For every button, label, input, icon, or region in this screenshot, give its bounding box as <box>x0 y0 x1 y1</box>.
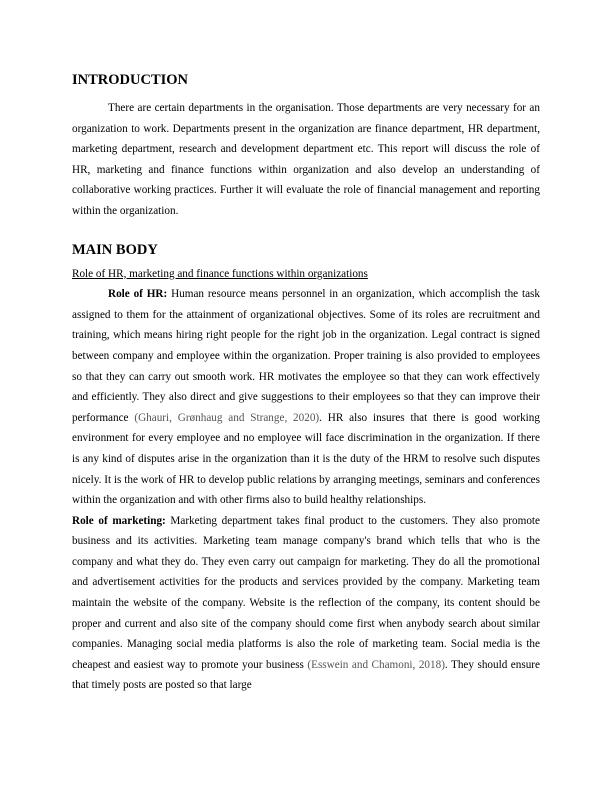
hr-citation: (Ghauri, Grønhaug and Strange, 2020) <box>134 411 320 424</box>
main-body-heading: MAIN BODY <box>72 241 158 258</box>
marketing-text-after: . They should ensure that timely posts are posted so that large <box>72 658 540 692</box>
hr-paragraph <box>72 284 540 511</box>
hr-label: Role of HR: <box>108 288 168 301</box>
hr-text-after: . HR also insures that there is good working environment for every employee and no employee will face discrimination in the organization. If there is any kind of disputes arise in the organization than it is the duty of the HRM to resolve such disputes nicely. It is the work of HR to develop public relations by arranging meetings, seminars and conferences within the organization and with other firms also to build healthy relationships. <box>72 411 540 507</box>
marketing-paragraph <box>72 511 540 696</box>
section-subheading: Role of HR, marketing and finance functions within organizations <box>72 267 368 280</box>
hr-text-before: Human resource means personnel in an organization, which accomplish the task assigned to them for the attainment of organizational objectives. Some of its roles are recruitment and training, which means hiring right people for the right job in the organization. Legal contract is signed between company and employee within the organization. Proper training is also provided to employees so that they can carry out smooth work. HR motivates the employee so that they can work effectively and efficiently. They also direct and give suggestions to their employees so that they can improve their performance <box>72 288 540 424</box>
marketing-text-before: Marketing department takes final product to the customers. They also promote business and its activities. Marketing team manage company's brand which tells that who is the company and what they do. They even carry out campaign for marketing. They do all the promotional and advertisement activities for the products and services provided by the company. Marketing team maintain the website of the company. Website is the reflection of the company, its content should be proper and current and also site of the company should come first when anybody search about similar companies. Managing social media platforms is also the role of marketing team. Social media is the cheapest and easiest way to promote your business <box>72 514 540 671</box>
introduction-heading: INTRODUCTION <box>72 72 189 88</box>
introduction-paragraph: There are certain departments in the organisation. Those departments are very necessary for an organization to work. Departments present in the organization are finance department, HR department, marketing department, research and development department etc. This report will discuss the role of HR, marketing and finance functions within organization and also develop an understanding of collaborative working practices. Further it will evaluate the role of financial management and reporting within the organization. <box>72 102 540 217</box>
page-content <box>72 70 540 696</box>
marketing-citation: (Esswein and Chamoni, 2018) <box>307 658 445 671</box>
marketing-label: Role of marketing: <box>72 514 166 527</box>
